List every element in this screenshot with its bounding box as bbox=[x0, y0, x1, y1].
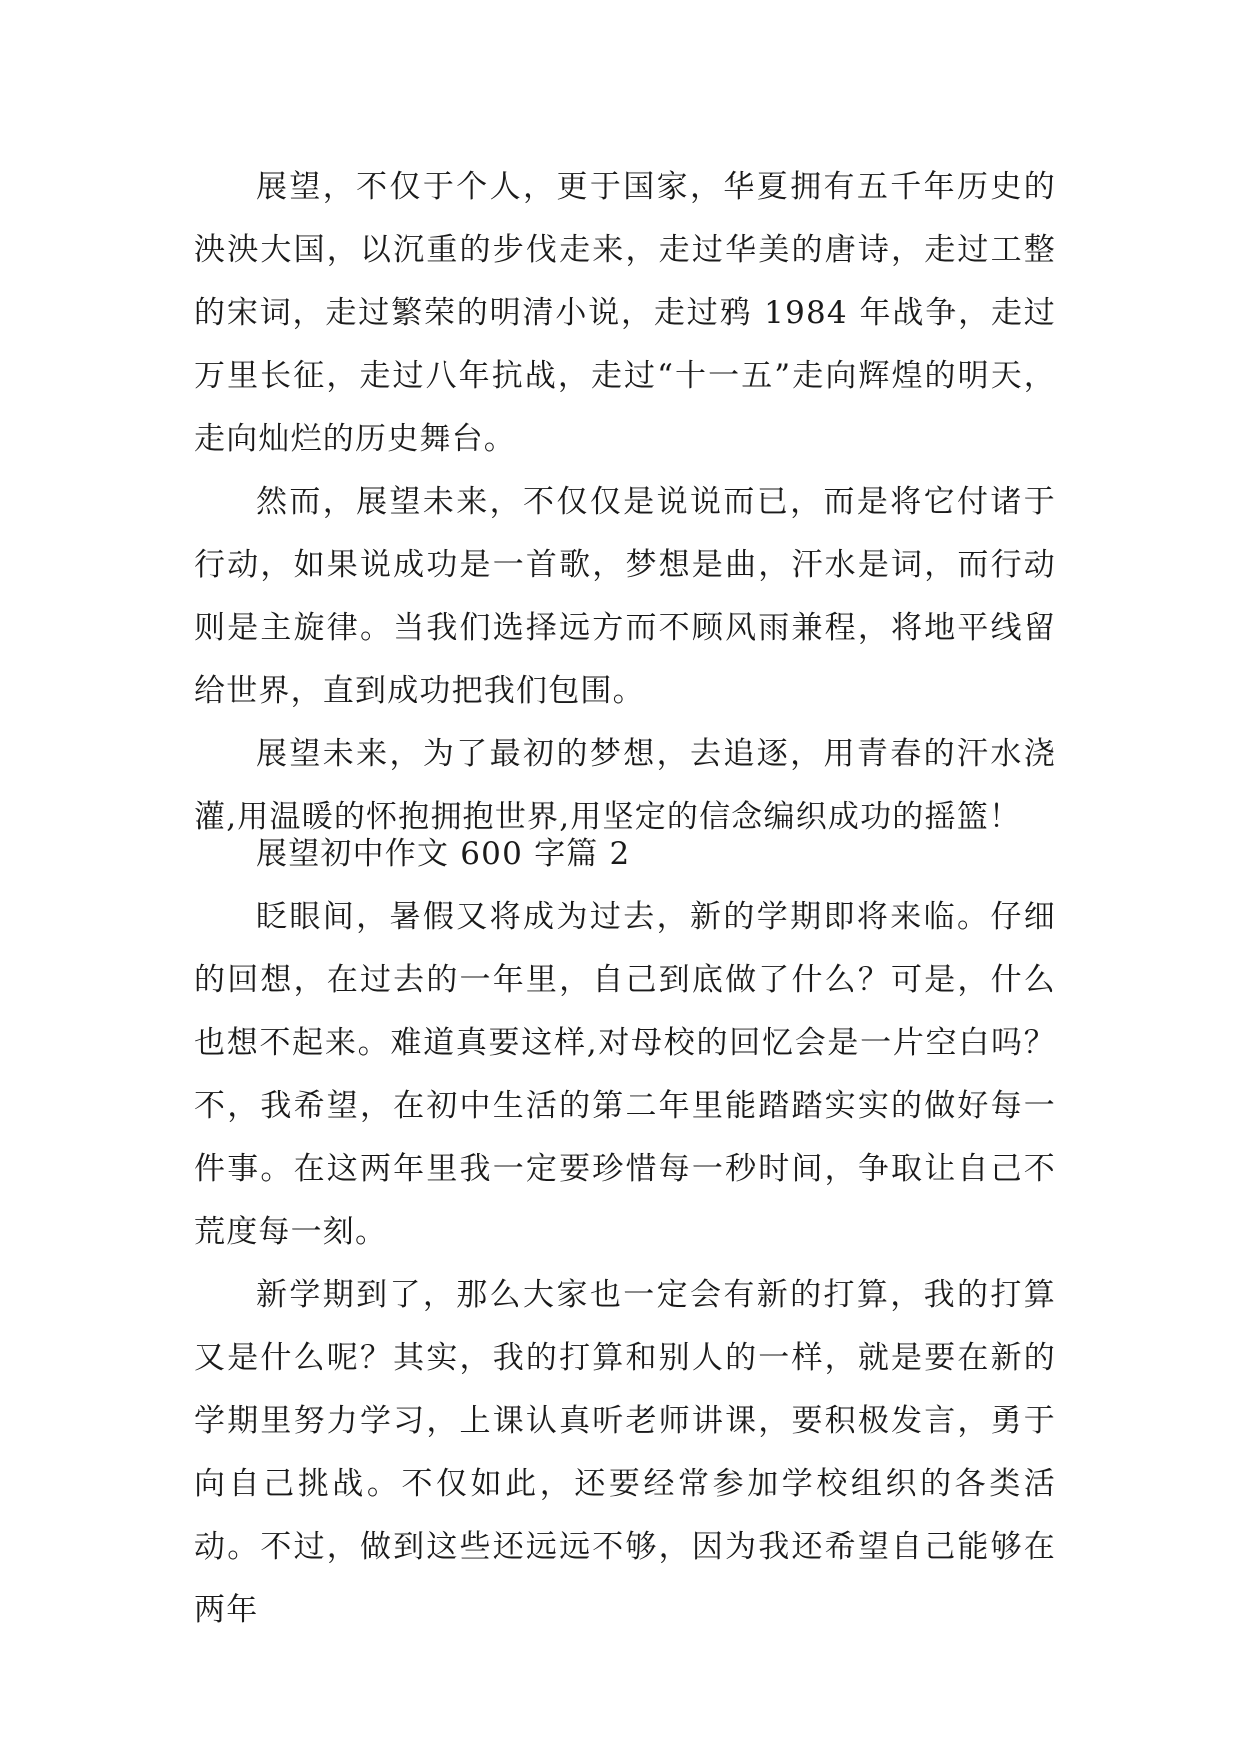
paragraph-3: 展望未来，为了最初的梦想，去追逐，用青春的汗水浇灌,用温暖的怀抱拥抱世界,用坚定的信念编织成功的摇篮！ bbox=[194, 736, 1056, 835]
essay-part-1 bbox=[194, 156, 1056, 849]
paragraph-2: 然而，展望未来，不仅仅是说说而已，而是将它付诸于行动，如果说成功是一首歌，梦想是曲，汗水是词，而行动则是主旋律。当我们选择远方而不顾风雨兼程，将地平线留给世界，直到成功把我们包围。 bbox=[194, 484, 1056, 709]
paragraph-1: 展望，不仅于个人，更于国家，华夏拥有五千年历史的泱泱大国，以沉重的步伐走来，走过华美的唐诗，走过工整的宋词，走过繁荣的明清小说，走过鸦 1984 年战争，走过万里长征，走过八年抗战，走过“十一五”走向辉煌的明天，走向灿烂的历史舞台。 bbox=[194, 169, 1056, 457]
essay-part-2 bbox=[194, 823, 1056, 1642]
section-title: 展望初中作文 600 字篇 2 bbox=[256, 836, 631, 872]
paragraph-4: 眨眼间，暑假又将成为过去，新的学期即将来临。仔细的回想，在过去的一年里，自己到底做了什么？可是，什么也想不起来。难道真要这样,对母校的回忆会是一片空白吗？不，我希望，在初中生活的第二年里能踏踏实实的做好每一件事。在这两年里我一定要珍惜每一秒时间，争取让自己不荒度每一刻。 bbox=[194, 899, 1056, 1250]
paragraph-5: 新学期到了，那么大家也一定会有新的打算，我的打算又是什么呢？其实，我的打算和别人的一样，就是要在新的学期里努力学习，上课认真听老师讲课，要积极发言，勇于向自己挑战。不仅如此，还要经常参加学校组织的各类活动。不过，做到这些还远远不够，因为我还希望自己能够在两年 bbox=[194, 1277, 1056, 1628]
